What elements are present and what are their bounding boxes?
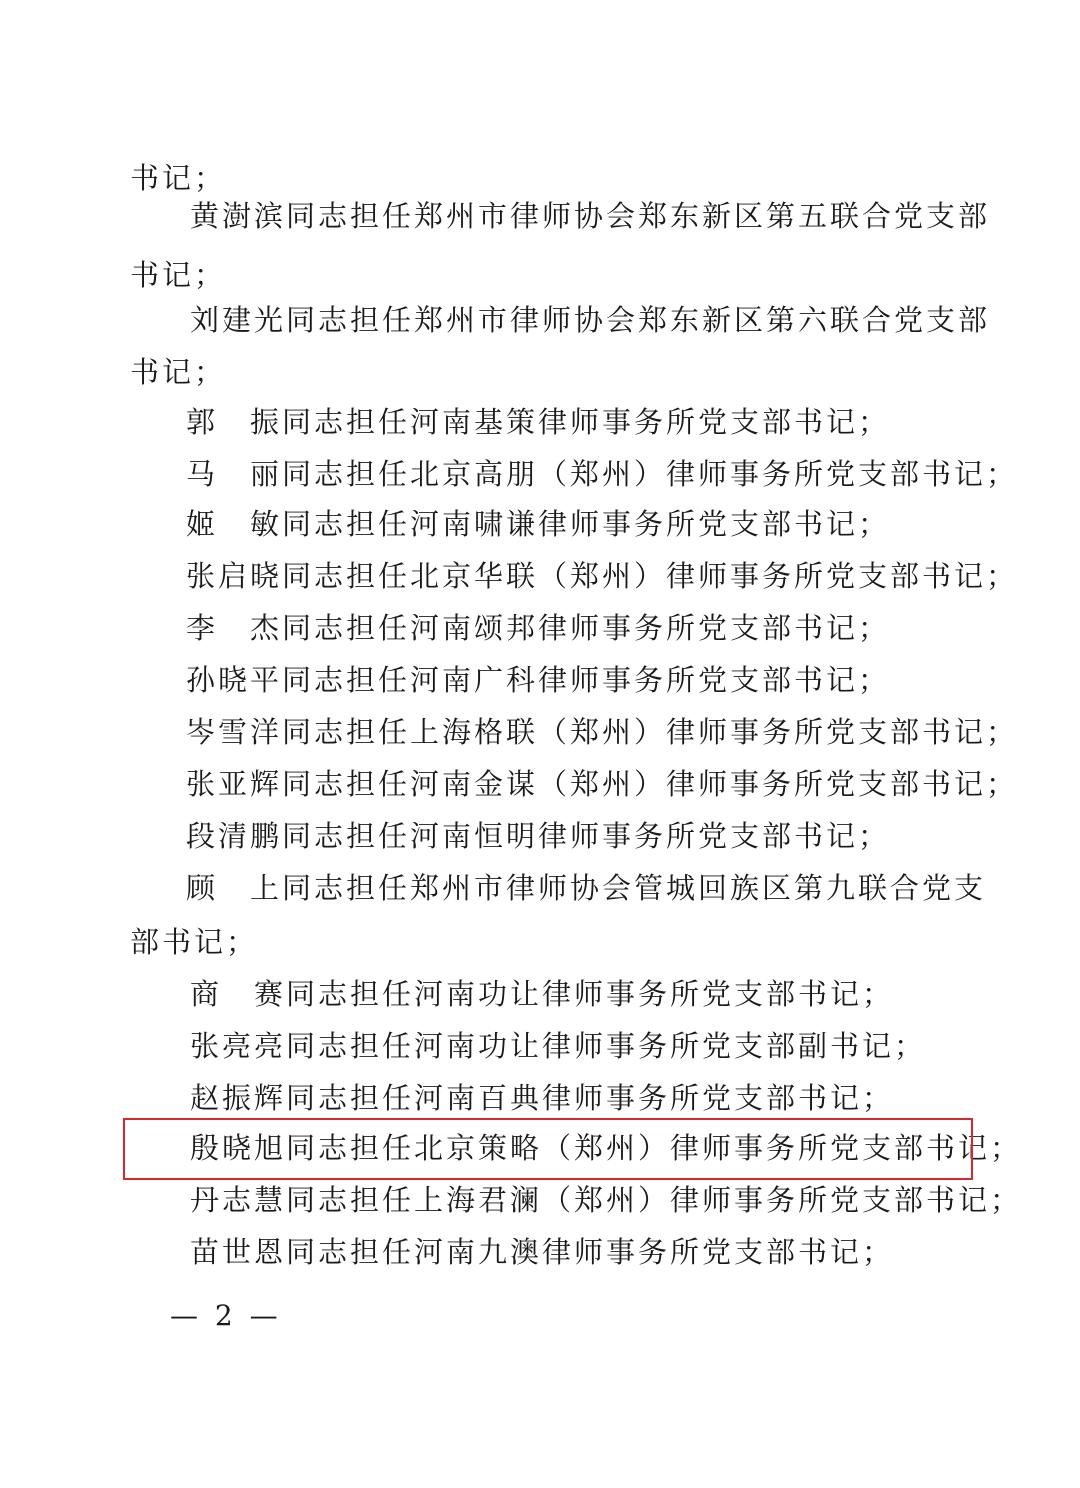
text-line: 张亮亮同志担任河南功让律师事务所党支部副书记； <box>190 1029 927 1063</box>
text-line: 岑雪洋同志担任上海格联（郑州）律师事务所党支部书记； <box>186 715 1019 749</box>
text-line: 部书记； <box>130 925 259 959</box>
text-line: 马 丽同志担任北京高朋（郑州）律师事务所党支部书记； <box>186 457 1019 491</box>
text-line: 商 赛同志担任河南功让律师事务所党支部书记； <box>190 977 895 1011</box>
text-line: 孙晓平同志担任河南广科律师事务所党支部书记； <box>186 663 891 697</box>
text-line: 苗世恩同志担任河南九澳律师事务所党支部书记； <box>190 1235 895 1269</box>
text-line: 丹志慧同志担任上海君澜（郑州）律师事务所党支部书记； <box>190 1183 1023 1217</box>
text-line: 顾 上同志担任郑州市律师协会管城回族区第九联合党支 <box>186 871 987 905</box>
text-line: 张亚辉同志担任河南金谋（郑州）律师事务所党支部书记； <box>186 767 1019 801</box>
text-line: 书记； <box>130 355 227 389</box>
text-line: 郭 振同志担任河南基策律师事务所党支部书记； <box>186 405 891 439</box>
text-line: 张启晓同志担任北京华联（郑州）律师事务所党支部书记； <box>186 559 1019 593</box>
text-line: 姬 敏同志担任河南啸谦律师事务所党支部书记； <box>186 507 891 541</box>
text-line: 刘建光同志担任郑州市律师协会郑东新区第六联合党支部 <box>190 303 991 337</box>
text-line: 书记； <box>130 258 227 292</box>
red-highlight-box <box>123 1118 973 1180</box>
text-line: 李 杰同志担任河南颂邦律师事务所党支部书记； <box>186 611 891 645</box>
page-number: — 2 — <box>170 1299 282 1332</box>
text-line: 赵振辉同志担任河南百典律师事务所党支部书记； <box>190 1081 895 1115</box>
text-line: 段清鹏同志担任河南恒明律师事务所党支部书记； <box>186 819 891 853</box>
text-line: 黄澍滨同志担任郑州市律师协会郑东新区第五联合党支部 <box>190 199 991 233</box>
text-line-highlighted: 殷晓旭同志担任北京策略（郑州）律师事务所党支部书记； <box>190 1131 1023 1165</box>
text-line: 书记； <box>130 161 227 195</box>
